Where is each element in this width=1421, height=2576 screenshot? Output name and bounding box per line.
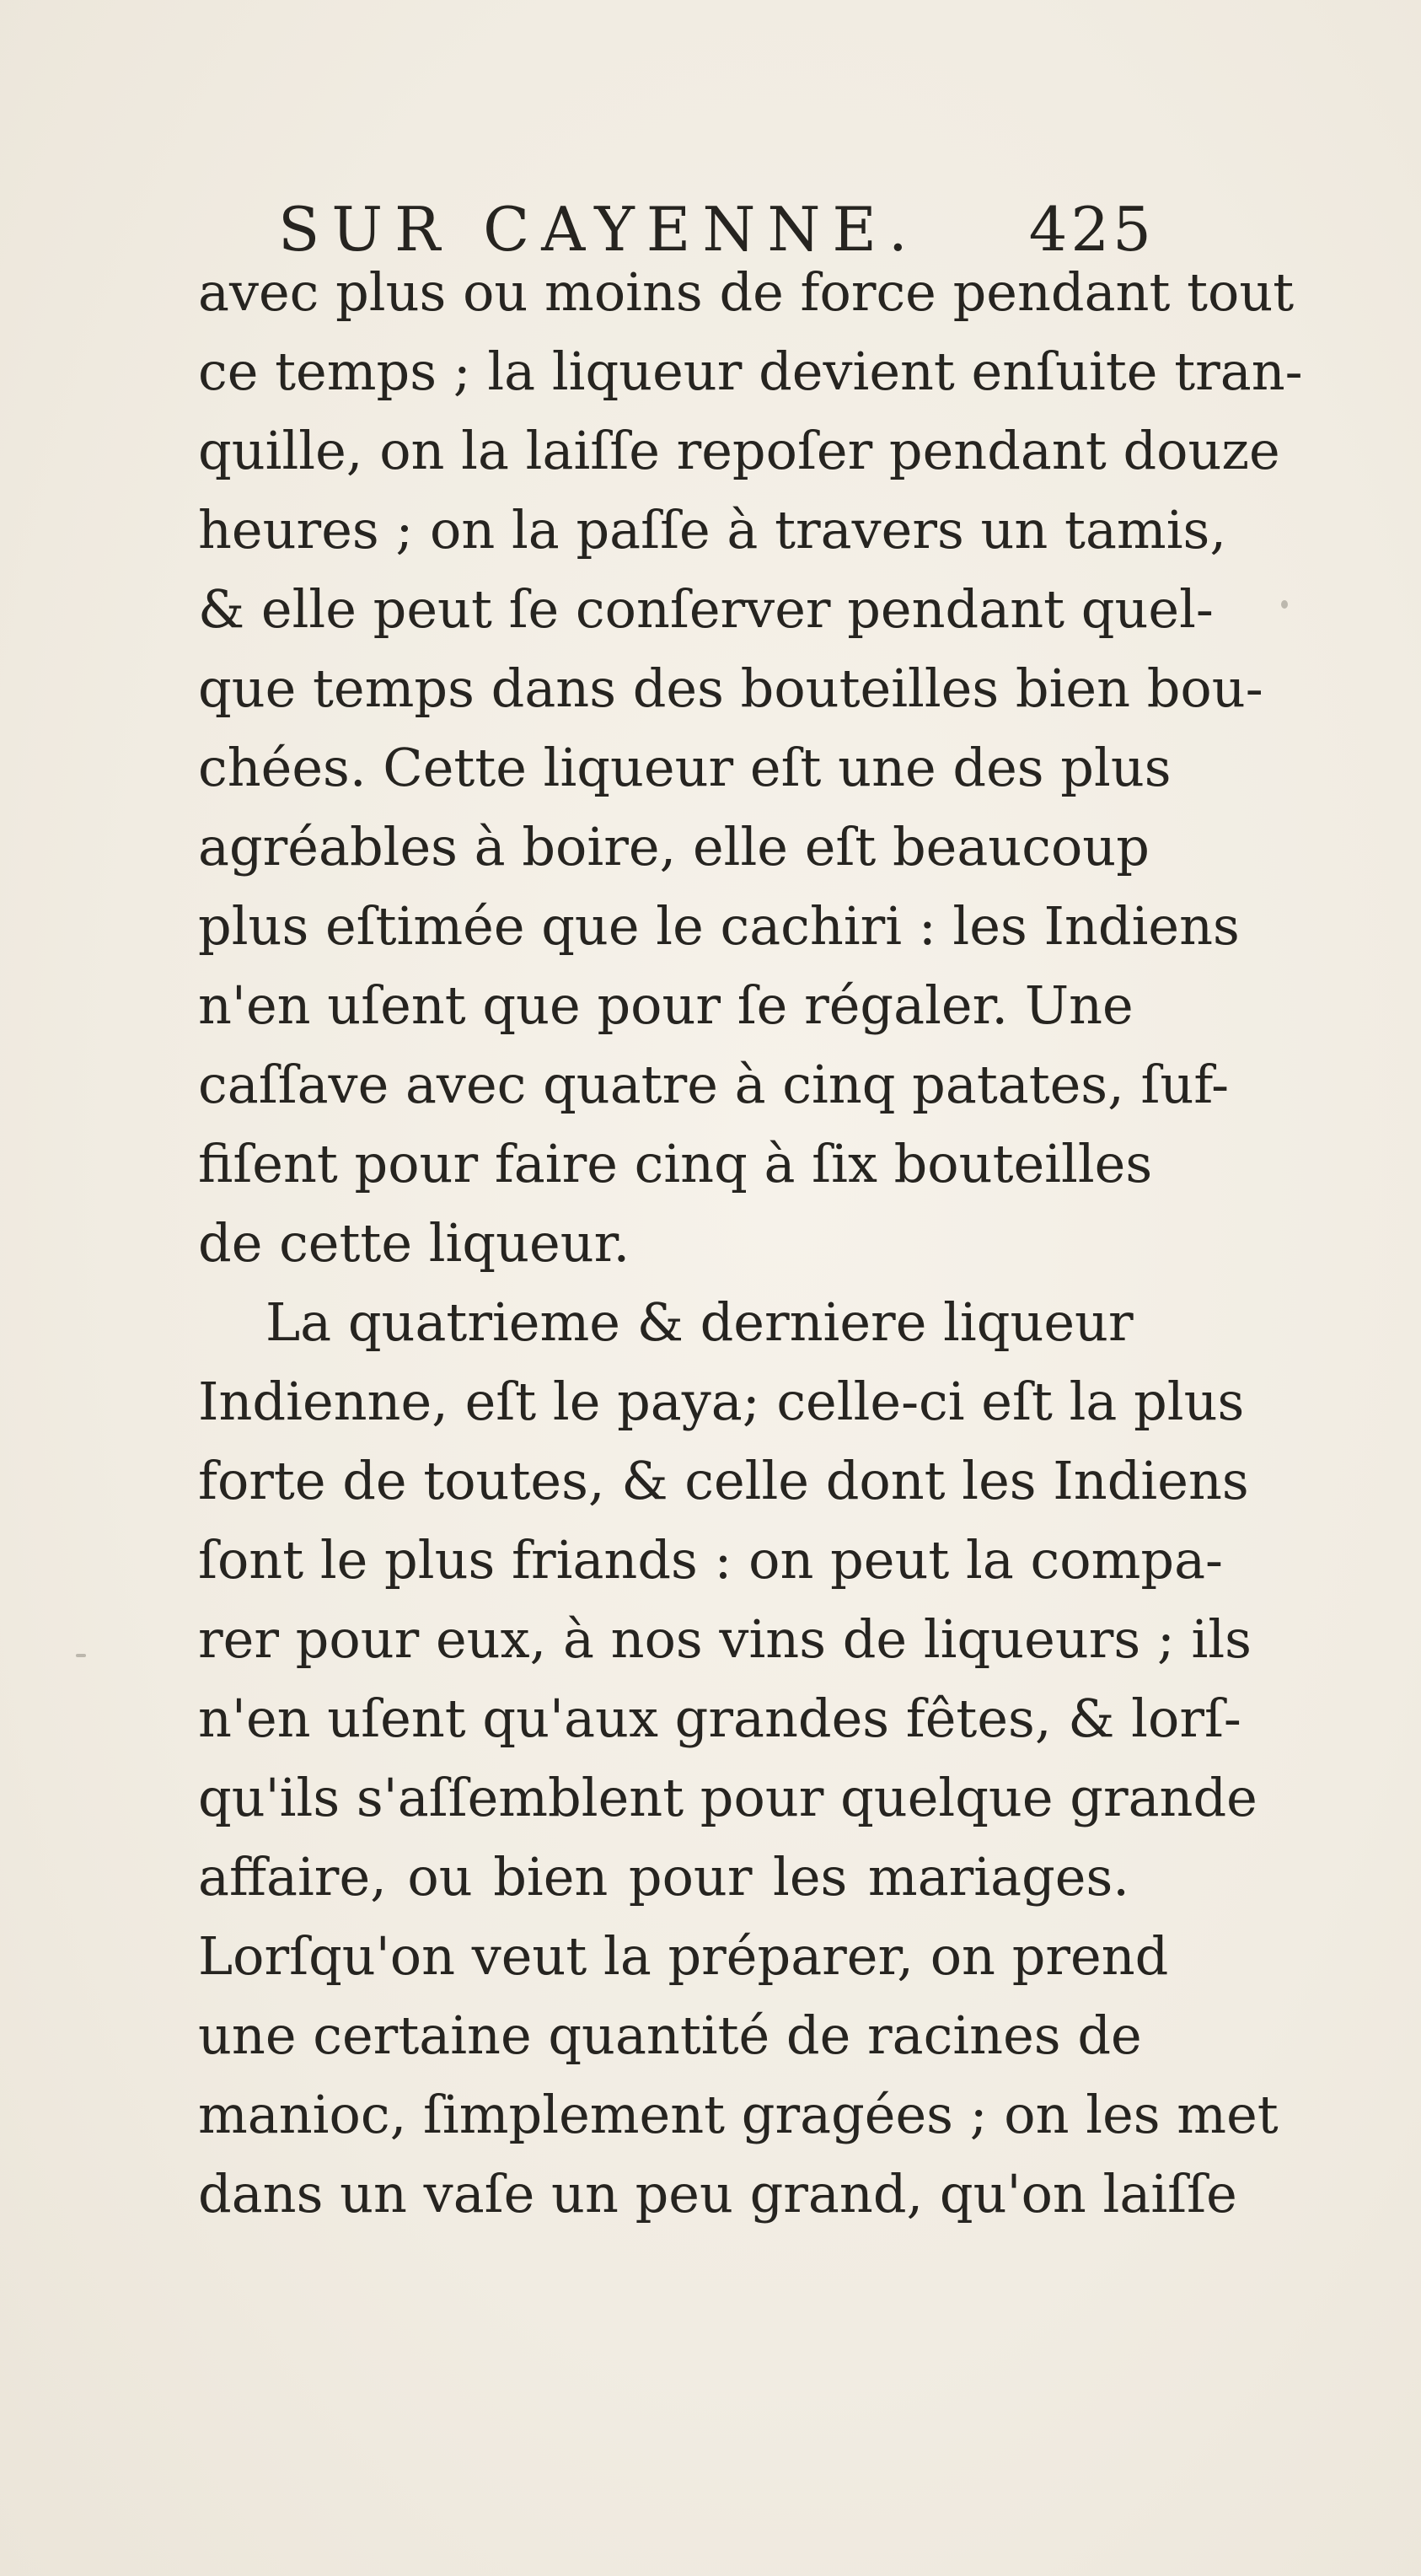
text-line: qu'ils s'aſſemblent pour quelque grande: [198, 1767, 1257, 1828]
text-line: agréables à boire, elle eſt beaucoup: [198, 816, 1150, 877]
text-line: dans un vaſe un peu grand, qu'on laiſſe: [198, 2163, 1237, 2224]
paper-speck: [1281, 600, 1288, 609]
text-line: plus eſtimée que le cachiri : les Indiens: [198, 895, 1240, 957]
text-line: fiſent pour faire cinq à ſix bouteilles: [198, 1133, 1153, 1194]
body-text: [198, 253, 1303, 2234]
text-line: ce temps ; la liqueur devient enſuite tran-: [198, 341, 1303, 402]
running-head: SUR CAYENNE.: [278, 194, 920, 265]
text-line: une certaine quantité de racines de: [198, 2004, 1142, 2066]
text-line: & elle peut ſe conſerver pendant quel-: [198, 578, 1214, 640]
text-line: quille, on la laiſſe repoſer pendant douze: [198, 420, 1280, 481]
paragraph-start-line: La quatrieme & derniere liqueur: [265, 1291, 1134, 1353]
text-line: forte de toutes, & celle dont les Indiens: [198, 1450, 1249, 1511]
text-line: manioc, ſimplement gragées ; on les met: [198, 2084, 1279, 2145]
text-line: affaire, ou bien pour les mariages.: [198, 1846, 1129, 1908]
text-line: avec plus ou moins de force pendant tout: [198, 261, 1295, 323]
text-line: chées. Cette liqueur eſt une des plus: [198, 737, 1172, 798]
text-line: n'en uſent qu'aux grandes fêtes, & lorſ-: [198, 1688, 1241, 1749]
text-line: Lorſqu'on veut la préparer, on prend: [198, 1925, 1169, 1987]
text-line: heures ; on la paſſe à travers un tamis,: [198, 499, 1227, 561]
text-line: rer pour eux, à nos vins de liqueurs ; ils: [198, 1608, 1252, 1670]
paragraph-end-line: de cette liqueur.: [198, 1212, 630, 1274]
text-line: ſont le plus friands : on peut la compa-: [198, 1529, 1223, 1591]
text-line: n'en uſent que pour ſe régaler. Une: [198, 974, 1134, 1036]
text-line: que temps dans des bouteilles bien bou-: [198, 657, 1263, 719]
paper-speck: [76, 1654, 86, 1657]
text-line: Indienne, eſt le paya; celle-ci eſt la plus: [198, 1371, 1245, 1432]
page-number: 425: [1028, 194, 1155, 265]
text-line: caſſave avec quatre à cinq patates, ſuf-: [198, 1054, 1230, 1115]
